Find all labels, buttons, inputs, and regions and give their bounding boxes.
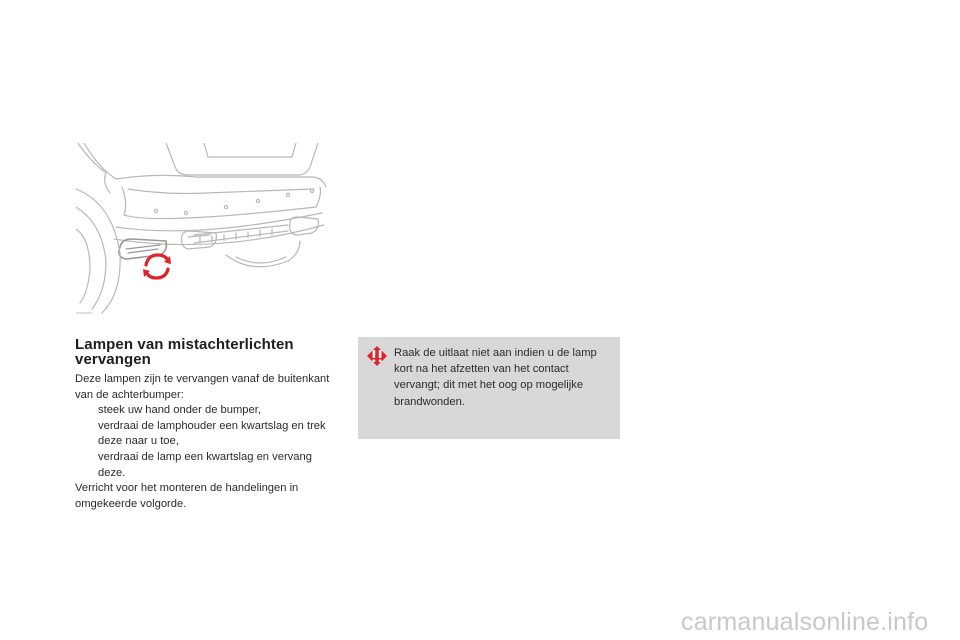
step-text: steek uw hand onder de bumper, [98,404,261,417]
step-item [75,450,337,481]
section-title: Lampen van mistachterlichten vervangen [75,336,294,368]
rear-bumper-illustration [76,143,328,315]
warning-text: Raak de uitlaat niet aan indien u de lamp kort na het afzetten van het contact vervangt; dit met het oog op mogelijke brandwonden. [394,347,597,408]
watermark-text: carmanualsonline.info [681,608,929,636]
outro-text: Verricht voor het monteren de handelingen in omgekeerde volgorde. [75,482,299,510]
intro-text: Deze lampen zijn te vervangen vanaf de buitenkant van de achterbumper: [75,373,330,401]
step-text: verdraai de lamphouder een kwartslag en trek deze naar u toe, [98,419,326,448]
step-item [75,419,337,450]
rotate-arrows-icon [140,251,174,281]
warning-icon [366,345,388,367]
steps-list [75,403,337,481]
step-item [75,403,337,419]
instructions-body [75,372,337,512]
step-text: verdraai de lamp een kwartslag en vervang deze. [98,450,312,479]
warning-box [358,337,620,439]
